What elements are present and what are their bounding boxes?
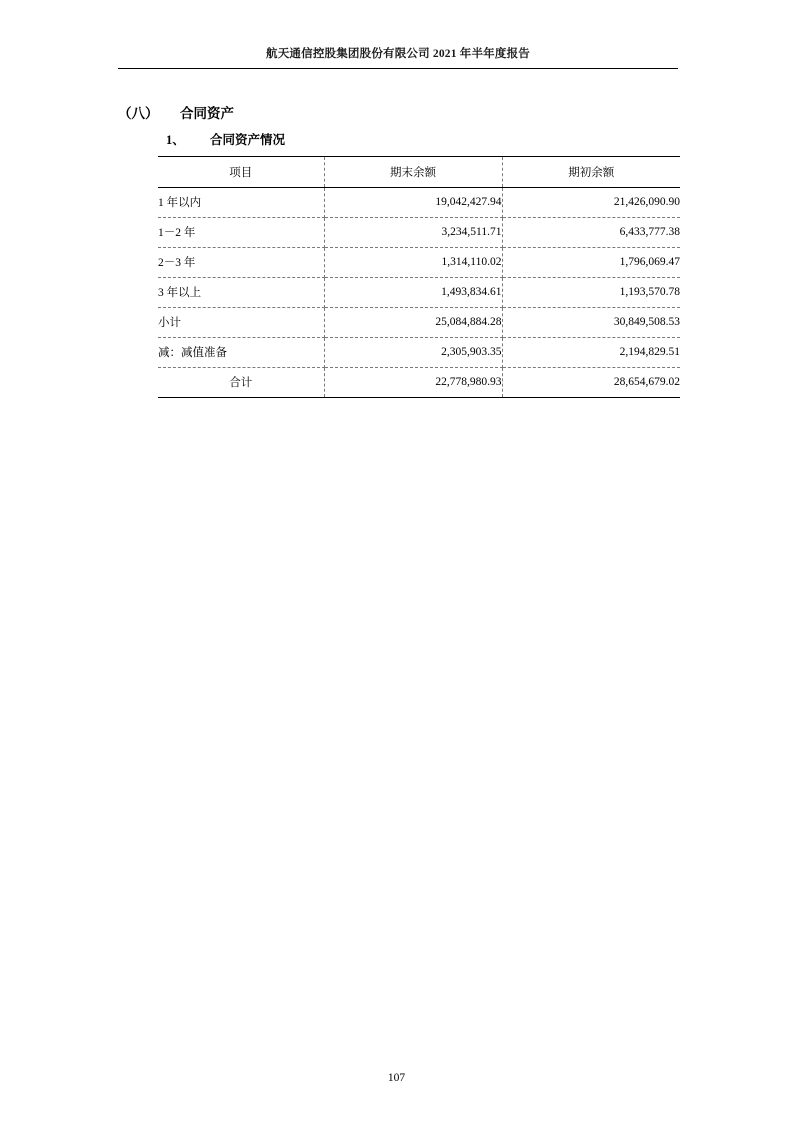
row-end-balance: 22,778,980.93 [324, 367, 502, 397]
row-label: 小计 [158, 307, 324, 337]
row-begin-balance: 28,654,679.02 [613, 376, 680, 389]
column-header-begin-balance: 期初余额 [502, 157, 680, 187]
running-header [118, 46, 678, 62]
table-row [158, 217, 680, 247]
row-label: 1 年以内 [158, 187, 324, 217]
row-end-balance: 2,305,903.35 [324, 337, 502, 367]
page-number: 107 [387, 1072, 406, 1084]
row-begin-balance: 21,426,090.90 [502, 187, 680, 217]
row-begin-balance: 30,849,508.53 [502, 307, 680, 337]
row-end-balance: 25,084,884.28 [324, 307, 502, 337]
table-row [158, 277, 680, 307]
subsection-number: 1、 [166, 133, 185, 147]
row-end-balance: 1,314,110.02 [324, 247, 502, 277]
row-begin-balance: 2,194,829.51 [502, 337, 680, 367]
contract-assets-table-wrap [158, 156, 680, 398]
row-begin-balance: 1,193,570.78 [502, 277, 680, 307]
subsection-heading [166, 130, 285, 148]
section-heading [118, 102, 234, 122]
row-label: 2－3 年 [158, 247, 324, 277]
table-bottom-rule [158, 397, 680, 398]
row-end-balance: 19,042,427.94 [324, 187, 502, 217]
row-label: 合计 [158, 367, 324, 397]
header-divider [118, 68, 678, 69]
contract-assets-table [158, 157, 680, 397]
table-row-impairment [158, 337, 680, 367]
row-end-balance: 3,234,511.71 [324, 217, 502, 247]
running-header-text: 航天通信控股集团股份有限公司 2021 年半年度报告 [266, 48, 530, 60]
section-title: 合同资产 [180, 106, 234, 121]
row-begin-balance: 6,433,777.38 [502, 217, 680, 247]
table-row [158, 187, 680, 217]
row-label: 3 年以上 [158, 277, 324, 307]
table-row-subtotal [158, 307, 680, 337]
row-label: 1－2 年 [158, 217, 324, 247]
table-header-row [158, 157, 680, 187]
row-begin-balance: 1,796,069.47 [502, 247, 680, 277]
table-row [158, 247, 680, 277]
section-number: （八） [118, 106, 159, 121]
column-header-item: 项目 [158, 157, 324, 187]
subsection-title: 合同资产情况 [210, 133, 286, 147]
row-end-balance: 1,493,834.61 [324, 277, 502, 307]
row-label: 减：减值准备 [158, 337, 324, 367]
column-header-end-balance: 期末余额 [324, 157, 502, 187]
table-row-total [158, 367, 680, 397]
